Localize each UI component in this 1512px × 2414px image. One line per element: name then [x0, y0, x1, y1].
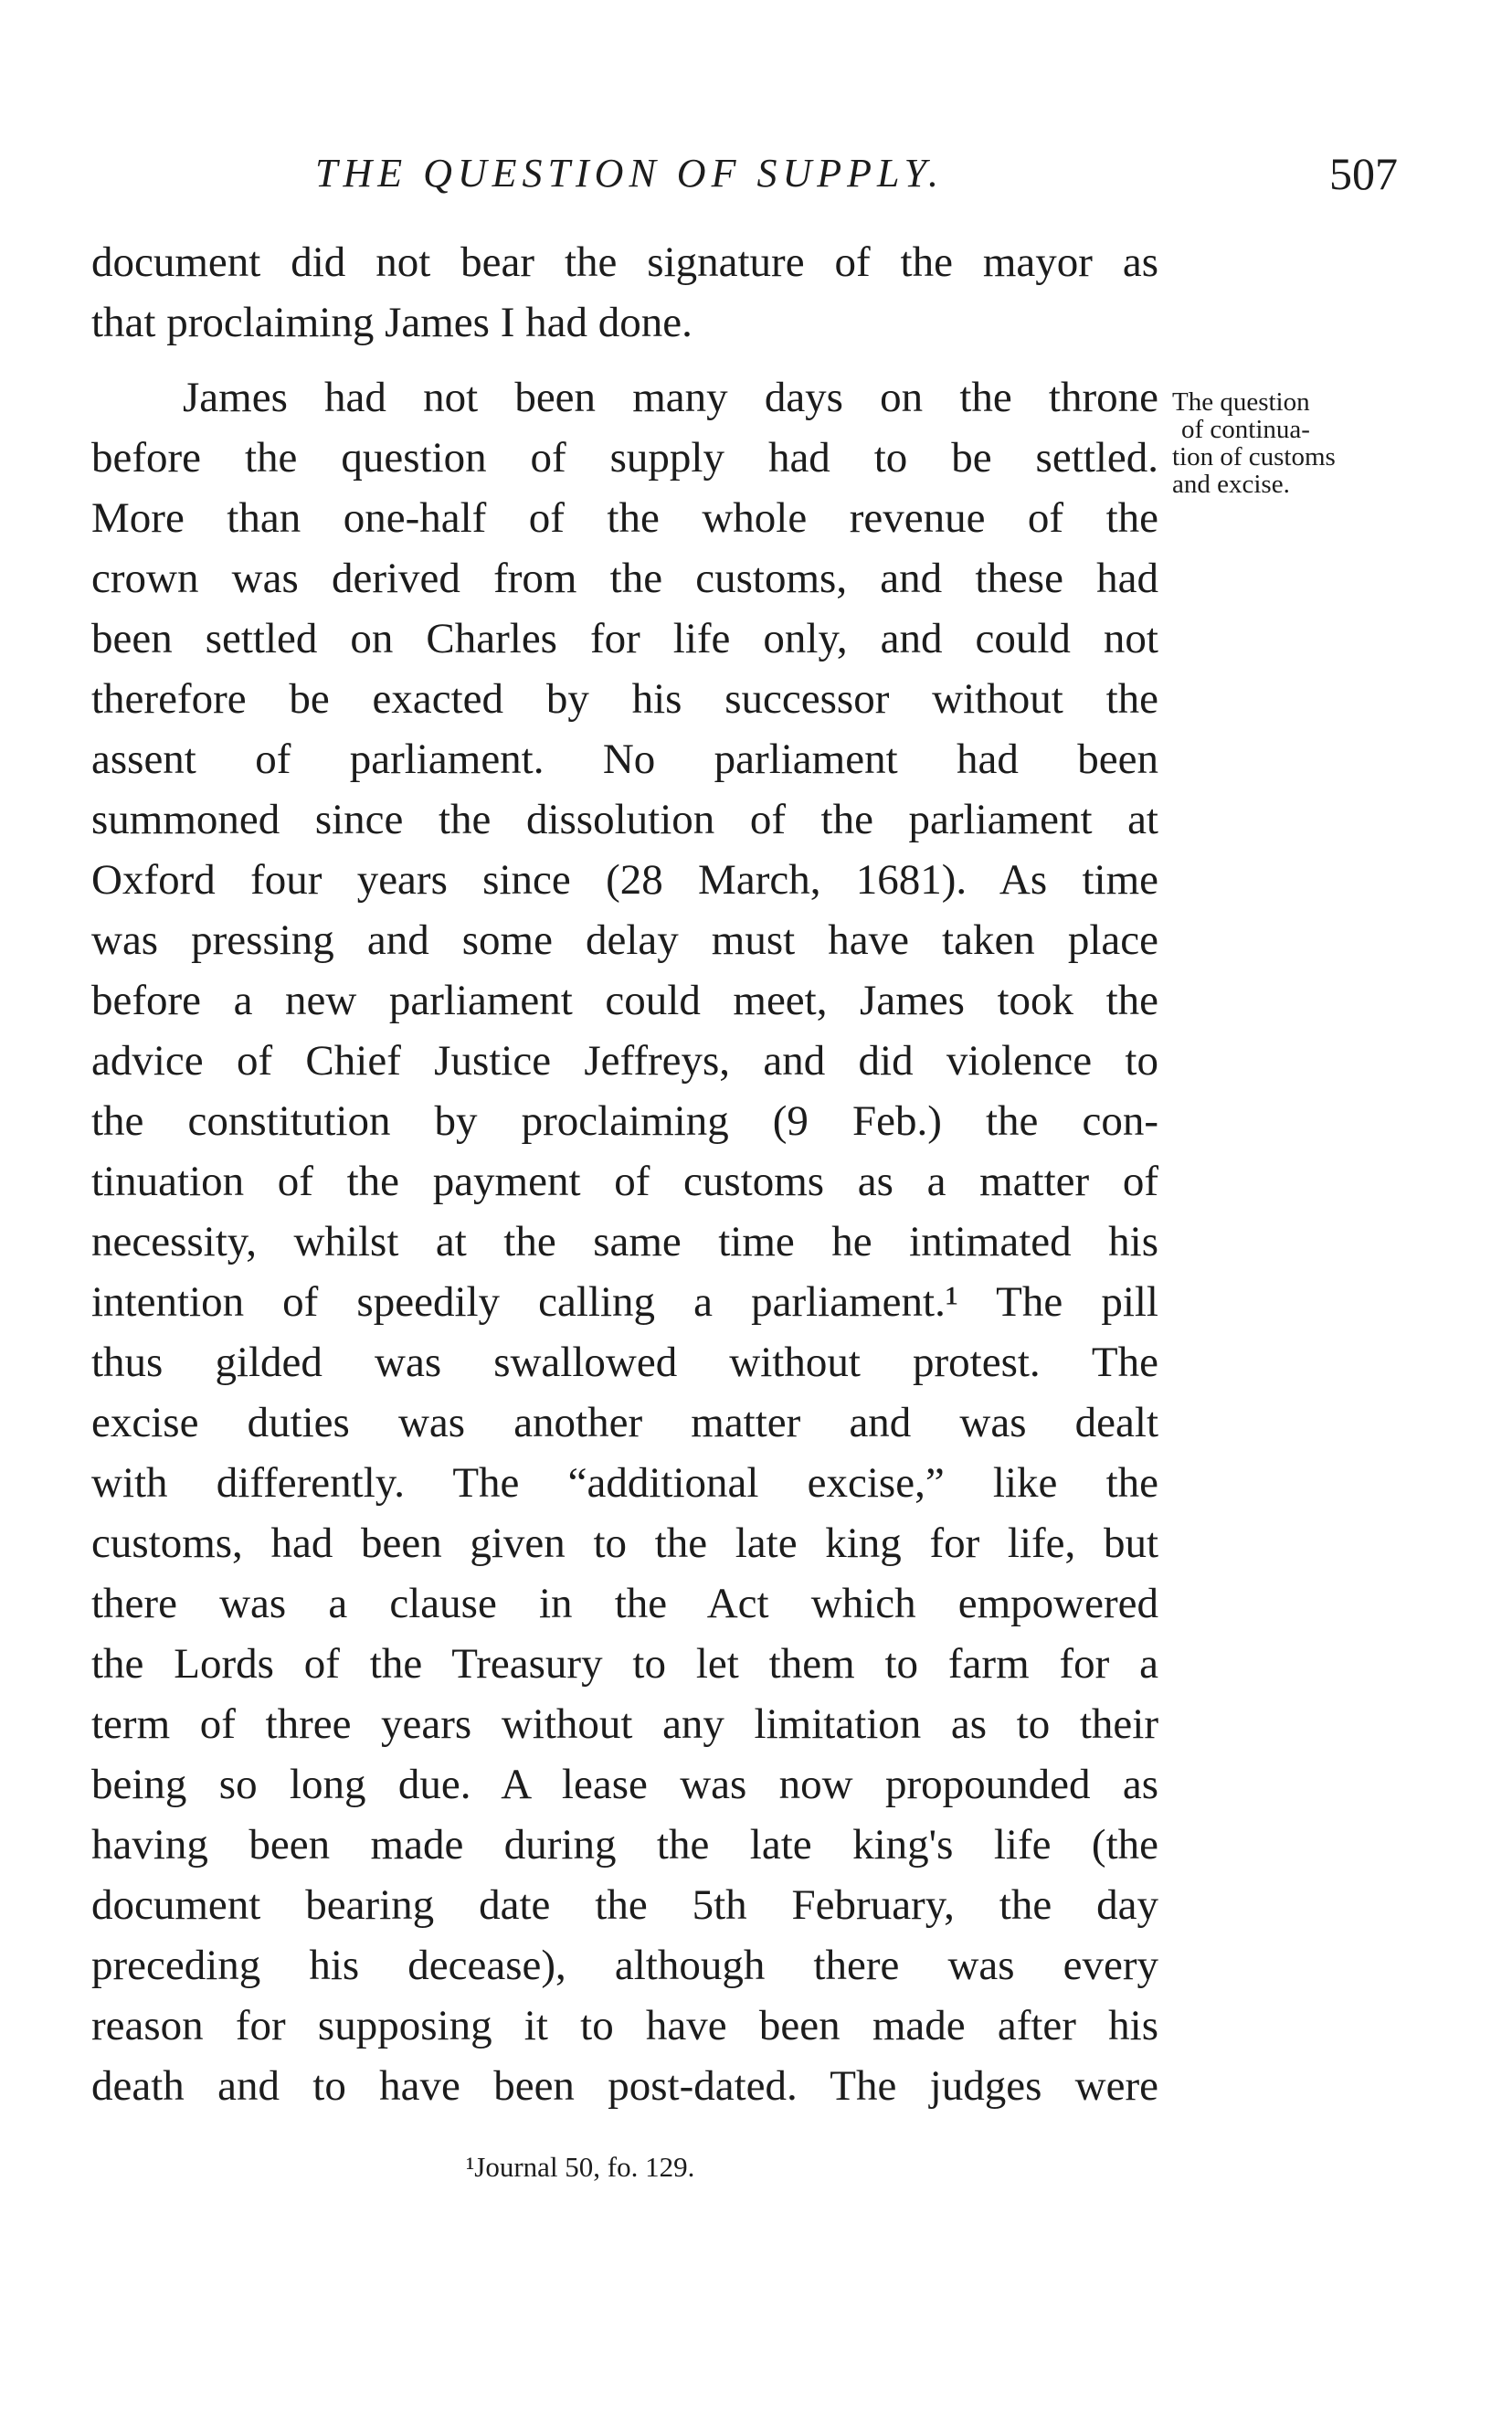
text-line: summoned since the dissolution of the parliament at — [91, 796, 1158, 843]
margin-note-line: of continua- — [1181, 415, 1310, 444]
page-header — [0, 146, 1512, 201]
footnote: ¹Journal 50, fo. 129. — [466, 2151, 695, 2183]
text-line: death and to have been post-dated. The judges were — [91, 2062, 1158, 2110]
text-line: Oxford four years since (28 March, 1681). As time — [91, 856, 1158, 904]
running-head: THE QUESTION OF SUPPLY. — [315, 151, 944, 196]
text-line: before the question of supply had to be settled. — [91, 434, 1158, 482]
text-line: been settled on Charles for life only, and could not — [91, 615, 1158, 662]
text-line: was pressing and some delay must have taken place — [91, 916, 1158, 964]
text-line: advice of Chief Justice Jeffreys, and did violence to — [91, 1037, 1158, 1085]
text-line: document did not bear the signature of the mayor as — [91, 238, 1158, 286]
text-line: intention of speedily calling a parliament.¹ The pill — [91, 1278, 1158, 1326]
text-line: with differently. The “additional excise,” like the — [91, 1459, 1158, 1507]
margin-note — [1172, 388, 1419, 498]
text-line: there was a clause in the Act which empowered — [91, 1580, 1158, 1627]
body-text — [91, 232, 1158, 2116]
text-line: document bearing date the 5th February, the day — [91, 1881, 1158, 1929]
text-line: More than one-half of the whole revenue of the — [91, 494, 1158, 542]
paragraph — [91, 232, 1158, 353]
text-line: thus gilded was swallowed without protest. The — [91, 1339, 1158, 1386]
text-line: reason for supposing it to have been made after his — [91, 2002, 1158, 2049]
text-line: excise duties was another matter and was dealt — [91, 1399, 1158, 1446]
page-number: 507 — [1329, 148, 1398, 199]
text-line: customs, had been given to the late king for life, but — [91, 1519, 1158, 1567]
text-line: James had not been many days on the throne — [183, 374, 1158, 421]
text-line: term of three years without any limitation as to their — [91, 1700, 1158, 1748]
paragraph-gap — [91, 353, 1158, 367]
text-line: before a new parliament could meet, James took the — [91, 977, 1158, 1024]
margin-note-line: and excise. — [1172, 470, 1290, 499]
text-line: the constitution by proclaiming (9 Feb.) the con- — [91, 1097, 1158, 1145]
text-line: crown was derived from the customs, and these had — [91, 555, 1158, 602]
text-line: preceding his decease), although there was every — [91, 1942, 1158, 1989]
text-line: the Lords of the Treasury to let them to farm for a — [91, 1640, 1158, 1688]
text-line: having been made during the late king's life (the — [91, 1821, 1158, 1869]
paragraph — [91, 367, 1158, 2116]
text-line: necessity, whilst at the same time he intimated his — [91, 1218, 1158, 1265]
margin-note-line: The question — [1172, 387, 1310, 417]
text-line: assent of parliament. No parliament had been — [91, 736, 1158, 783]
text-line: that proclaiming James I had done. — [91, 299, 693, 346]
text-line: therefore be exacted by his successor without the — [91, 675, 1158, 723]
margin-note-line: tion of customs — [1172, 442, 1336, 471]
text-line: being so long due. A lease was now propounded as — [91, 1761, 1158, 1808]
text-line: tinuation of the payment of customs as a matter of — [91, 1158, 1158, 1205]
